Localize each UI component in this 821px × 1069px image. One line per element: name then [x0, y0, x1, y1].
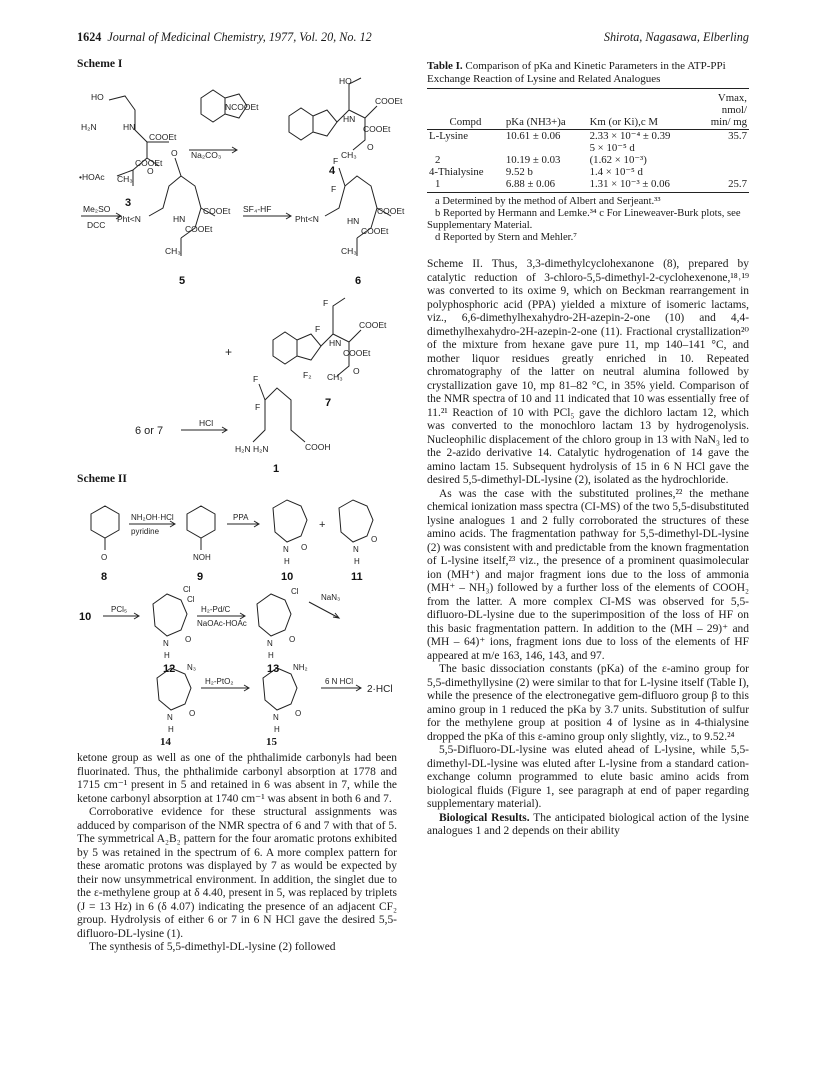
label-o-11: O — [371, 535, 378, 544]
label-o-8: O — [101, 553, 108, 562]
label-o-10: O — [301, 543, 308, 552]
label-hoac-3: •HOAc — [79, 172, 105, 182]
table-1-title: Table I. — [427, 60, 463, 72]
label-o-12: O — [185, 635, 192, 644]
label-f-1b: F — [255, 402, 261, 412]
paragraph-nmr-evidence: Corroborative evidence for these structural assignments was adduced by comparison of the NMR spectra of 6 and 7 with that of 5. The symmetrical A₂B₂ pattern for the four aromatic protons exhibited by 5 was retained in the spectrum of 6. A more complex pattern for these aromatic protons was displayed by 7 as would be expected by their now unsymmetrical environment. In addition, the singlet due to the ε-methylene group at δ 4.40, present in 5, was replaced by triplets (J = 13 Hz) in 6 (δ 4.07) indicating the presence of an adjacent CF₂ group. Hydrolysis of either 6 or 7 in 6 N HCl gave the desired 5,5-difluoro-DL-lysine (1). — [77, 806, 397, 940]
label-cooet-7a: COOEt — [359, 320, 387, 330]
scheme-1-diagram — [77, 70, 417, 475]
label-ncooet: NCOOEt — [225, 102, 259, 112]
label-f-7a: F — [323, 298, 329, 308]
paragraph-mass-spectra: As was the case with the substituted prolines,²² the methane chemical ionization mass spectra (CI-MS) of the two 5,5-disubstituted lysine analogues 1 and 2 fully corroborated the structures of these amino acids. The fragmentation pathway for 5,5-dimethyl-DL-lysine (2) was consistent with and predictable from the known fragmentation of L-lysine itself,²³ viz., the presence of a prominent quasimolecular ion (MH⁺) and major fragment ions due to the loss of ammonia (MH⁺ – NH₃) followed by a further loss of the elements of COOH₂ from the latter. A more complex CI-MS was observed for 5,5-difluoro-DL-lysine due to the superimposition of the loss of HF on this basic fragmentation pattern. In addition to the (MH – 29)⁺ and (MH – 64)⁺ ions, fragment ions due to loss of the elements of HF appeared at m/e 163, 146, 143, and 97. — [427, 487, 749, 662]
label-hn-4: HN — [343, 114, 356, 124]
cell-pka: 6.88 ± 0.06 — [504, 178, 588, 193]
compound-number-7: 7 — [325, 397, 332, 409]
label-ch3-7: CH₃ — [327, 372, 343, 382]
header-authors: Shirota, Nagasawa, Elberling — [603, 30, 749, 44]
cell-compd: 2 — [435, 154, 441, 166]
label-cl-12a: Cl — [183, 585, 191, 594]
cell-vmax: 35.7 — [728, 130, 747, 142]
label-h-14: H — [168, 725, 174, 734]
label-o-14: O — [189, 709, 196, 718]
running-header — [77, 30, 749, 48]
label-sf4hf: SF₄-HF — [243, 204, 272, 214]
paragraph-pka: The basic dissociation constants (pKa) of the ε-amino group for 5,5-dimethyllysine (2) were similar to that for L-lysine itself (Table I), while the presence of the electronegative gem-difluoro group β to this amino group in 1 reduced the pKa by 3.7 units. Substitution of sulfur for the methylene group at position 4 of lysine as in 4-thialysine dropped the pKa of this ε-amino group only slightly, viz., to 9.52.²⁴ — [427, 663, 749, 743]
table-header-compd: Compd — [427, 91, 504, 130]
label-h-13: H — [268, 651, 274, 660]
label-2hcl: 2·HCl — [367, 684, 393, 695]
label-f2-7: F₂ — [303, 370, 312, 380]
cell-vmax — [699, 154, 749, 166]
cell-km: 5 × 10⁻⁵ d — [589, 142, 635, 154]
label-o-13: O — [289, 635, 296, 644]
label-ch3-4: CH₃ — [341, 150, 357, 160]
cell-compd: 4-Thialysine — [429, 166, 484, 178]
scheme-2-diagram — [77, 488, 417, 734]
label-cooet-6b: COOEt — [361, 226, 389, 236]
label-cl-13: Cl — [291, 587, 299, 596]
heading-biological-results: Biological Results. — [439, 811, 530, 824]
table-1-footnotes — [427, 196, 749, 244]
compound-number-5: 5 — [179, 275, 186, 287]
table-header-vmax: Vmax, nmol/ min/ mg — [699, 91, 749, 130]
table-header-pka: pKa (NH3+)a — [504, 91, 588, 130]
label-h-15: H — [274, 725, 280, 734]
label-h-10: H — [284, 557, 290, 566]
label-cooet-5a: COOEt — [203, 206, 231, 216]
header-journal — [77, 30, 372, 45]
label-cooet-3a: COOEt — [149, 132, 177, 142]
label-nh2-15: NH₂ — [293, 663, 308, 672]
label-nh2oh: NH₂OH·HCl — [131, 513, 174, 522]
cell-vmax — [699, 142, 749, 154]
label-cooet-5b: COOEt — [185, 224, 213, 234]
label-ppa: PPA — [233, 513, 249, 522]
scheme-1-label: Scheme I — [77, 57, 123, 70]
compound-number-1: 1 — [273, 463, 280, 475]
compound-number-10-ref: 10 — [79, 611, 92, 623]
paragraph-synthesis-start: The synthesis of 5,5-dimethyl-DL-lysine (2) followed — [89, 941, 336, 953]
paragraph-elution: 5,5-Difluoro-DL-lysine was eluted ahead of L-lysine, while 5,5-dimethyl-DL-lysine was eluted after L-lysine from a standard cation-exchange column programmed to elute basic amino acids from biological fluids (Figure 1, see paragraph at end of paper regarding supplementary material). — [427, 744, 749, 810]
compound-number-4: 4 — [329, 165, 336, 177]
cell-km: 2.33 × 10⁻⁴ ± 0.39 — [589, 130, 671, 142]
label-hcl: HCl — [199, 418, 214, 428]
table-row — [427, 154, 749, 166]
compound-number-3: 3 — [125, 197, 132, 209]
page-number: 1624 — [77, 30, 102, 44]
label-me2so: Me₂SO — [83, 204, 111, 214]
label-cooh-1: COOH — [305, 442, 331, 452]
label-na2co3: Na₂CO₃ — [191, 150, 222, 160]
label-phtn-6: Pht<N — [295, 214, 319, 224]
label-n3-14: N₃ — [187, 663, 197, 672]
cell-pka: 9.52 b — [505, 166, 533, 178]
left-column-text — [77, 752, 397, 955]
cell-pka: 10.61 ± 0.06 — [505, 130, 561, 142]
label-plus-2: + — [319, 519, 326, 531]
table-1 — [427, 88, 749, 193]
label-o-15: O — [295, 709, 302, 718]
table-1-caption — [427, 60, 749, 85]
cell-pka — [504, 142, 588, 154]
label-h2n-3: H₂N — [81, 122, 97, 132]
cell-compd: 1 — [427, 178, 504, 193]
label-h2pdc: H₂-Pd/C — [201, 605, 231, 614]
label-f-1a: F — [253, 374, 259, 384]
label-cooet-4a: COOEt — [375, 96, 403, 106]
label-cooet-4b: COOEt — [363, 124, 391, 134]
label-cooet-3b: COOEt — [135, 158, 163, 168]
label-h2n-1: H₂N H₂N — [235, 444, 269, 454]
compound-number-9: 9 — [197, 571, 204, 583]
table-row — [427, 130, 749, 143]
footnote-b-c: b Reported by Hermann and Lemke.³⁴ c For Lineweaver-Burk plots, see Supplementary Material. — [427, 208, 741, 231]
compound-number-14: 14 — [160, 736, 171, 748]
label-nan3: NaN₃ — [321, 593, 341, 602]
label-pcl5: PCl₅ — [111, 605, 128, 614]
label-phtn-5: Pht<N — [117, 214, 141, 224]
label-f-6a: F — [333, 156, 339, 166]
label-hn-6: HN — [347, 216, 360, 226]
cell-km: 1.31 × 10⁻³ ± 0.06 — [588, 178, 699, 193]
label-6-or-7: 6 or 7 — [135, 425, 164, 437]
label-h-12: H — [164, 651, 170, 660]
compound-number-6: 6 — [355, 275, 362, 287]
cell-compd: L-Lysine — [429, 130, 468, 142]
paragraph-fluorination: ketone group as well as one of the phthalimide carbonyls had been fluorinated. Thus, the phthalimide carbonyl absorption at 1778 and 1715 cm⁻¹ present in 5 and retained in 6 was absent in 7, while the ketone carbonyl absorption at 1740 cm⁻¹ was absent in both 6 and 7. — [77, 752, 397, 805]
paragraph-biological-text: The anticipated biological action of the lysine analogues 1 and 2 depends on their ability — [427, 811, 749, 837]
label-n-11: N — [353, 545, 359, 554]
label-pyridine: pyridine — [131, 527, 160, 536]
table-row — [427, 178, 749, 193]
table-1-caption-text: Comparison of pKa and Kinetic Parameters in the ATP-PPi Exchange Reaction of Lysine and Related Analogues — [427, 60, 726, 85]
journal-citation: Journal of Medicinal Chemistry, 1977, Vol. 20, No. 12 — [107, 30, 372, 44]
compound-number-12: 12 — [163, 663, 176, 675]
label-ho-4: HO — [339, 76, 352, 86]
label-o-3: O — [147, 166, 154, 176]
cell-pka: 10.19 ± 0.03 — [505, 154, 561, 166]
label-o-7: O — [353, 366, 360, 376]
label-naoac: NaOAc-HOAc — [197, 619, 247, 628]
label-n-12: N — [163, 639, 169, 648]
scheme-2-label: Scheme II — [77, 472, 127, 485]
cell-vmax — [699, 166, 749, 178]
compound-number-13: 13 — [267, 663, 280, 675]
label-ch3-3: CH₃ — [117, 174, 133, 184]
footnote-d: d Reported by Stern and Mehler.⁷ — [435, 232, 577, 243]
compound-number-15: 15 — [266, 736, 277, 748]
label-n-13: N — [267, 639, 273, 648]
right-column — [427, 60, 749, 839]
table-row — [427, 166, 749, 178]
compound-number-8: 8 — [101, 571, 108, 583]
compound-number-10: 10 — [281, 571, 294, 583]
footnote-a: a Determined by the method of Albert and Serjeant.³³ — [435, 196, 661, 207]
label-f-6b: F — [331, 184, 337, 194]
cell-km: (1.62 × 10⁻³) — [589, 154, 647, 166]
cell-km: 1.4 × 10⁻⁵ d — [589, 166, 643, 178]
label-plus: + — [225, 345, 233, 359]
paragraph-scheme-2: Scheme II. Thus, 3,3-dimethylcyclohexanone (8), prepared by catalytic reduction of 3-chloro-5,5-dimethyl-2-cyclohexenone,¹⁸˒¹⁹ was converted to its oxime 9, which on Beckman rearrangement in polyphosphoric acid (PPA) yielded a mixture of isomeric lactams, viz., 6,6-dimethylhexahydro-2H-azepin-2-one (10) and 4,4-dimethylhexahydro-2H-azepin-2-one (11). Fractional crystallization²⁰ of the mixture from hexane gave pure 11, mp 140–141 °C, and mother liquor residues greatly enriched in 10. Repeated chromatography of the latter on neutral alumina followed by crystallization gave 10, mp 81–82 °C, in 35% yield. Comparison of the NMR spectra of 10 and 11 indicated that 10 was essentially free of 11.²¹ Reaction of 10 with PCl₅ gave the dichloro lactam 12, which was converted to the monochloro lactam 13 by hydrogenolysis. Nucleophilic displacement of the chloro group in 13 with NaN₃ led to the 2-azido derivative 14. Catalytic hydrogenation of 14 gave the amino lactam 15. Subsequent hydrolysis of 15 in 6 N HCl gave the desired 5,5-dimethyl-DL-lysine (2), isolated as the hydrochloride. — [427, 258, 749, 486]
label-h2pto2: H₂-PtO₂ — [205, 677, 234, 686]
label-ho-3: HO — [91, 92, 104, 102]
label-dcc: DCC — [87, 220, 106, 230]
cell-vmax: 25.7 — [699, 178, 749, 193]
label-hn-5: HN — [173, 214, 186, 224]
label-6n-hcl: 6 N HCl — [325, 677, 354, 686]
label-n-15: N — [273, 713, 279, 722]
compound-number-11: 11 — [351, 571, 363, 583]
label-hn-7: HN — [329, 338, 342, 348]
label-n-14: N — [167, 713, 173, 722]
paragraph-biological — [427, 812, 749, 839]
label-ch3-6: CH₃ — [341, 246, 357, 256]
label-n-10: N — [283, 545, 289, 554]
label-hn-3: HN — [123, 122, 136, 132]
cell-compd — [427, 142, 504, 154]
label-ch3-5: CH₃ — [165, 246, 181, 256]
label-h-11: H — [354, 557, 360, 566]
label-cooet-7b: COOEt — [343, 348, 371, 358]
label-f-7b: F — [315, 324, 321, 334]
label-noh-9: NOH — [193, 553, 211, 562]
label-o-4: O — [367, 142, 374, 152]
label-cl-12b: Cl — [187, 595, 195, 604]
label-o-5: O — [171, 148, 178, 158]
table-row — [427, 142, 749, 154]
table-header-km: Km (or Ki),c M — [588, 91, 699, 130]
label-cooet-6a: COOEt — [377, 206, 405, 216]
